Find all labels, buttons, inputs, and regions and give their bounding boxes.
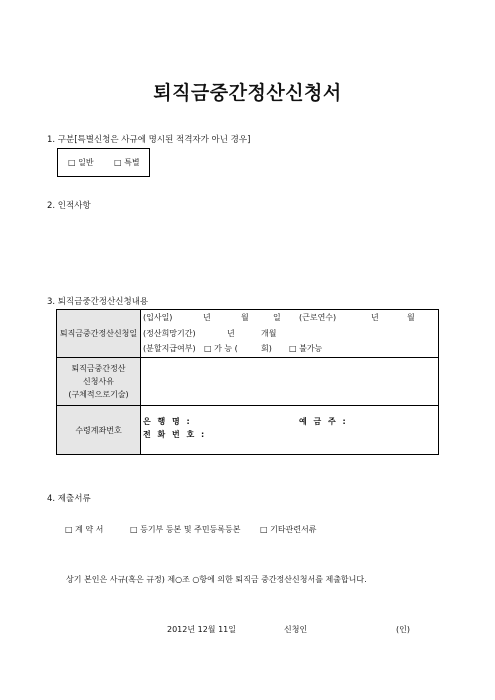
installment-possible-checkbox[interactable]: □ 가 능 ( xyxy=(204,344,238,353)
submission-date: 2012년 12월 11일 xyxy=(167,625,236,634)
service-year-unit: 년 xyxy=(371,313,379,322)
bank-name-label: 은 행 명 : xyxy=(143,417,192,426)
doc-other-checkbox[interactable]: □ 기타관련서류 xyxy=(260,525,317,534)
section-1-heading: 1. 구분[특별신청은 사규에 명시된 적격자가 아닌 경우] xyxy=(47,135,251,145)
applicant-label: 신청인 xyxy=(284,625,308,634)
seal-mark: (인) xyxy=(396,625,410,634)
classification-box xyxy=(57,148,150,177)
phone-number-label: 전 화 번 호 : xyxy=(143,429,207,439)
period-month-unit: 개월 xyxy=(261,328,277,338)
doc-registry-checkbox[interactable]: □ 등기부 등본 및 주민등록등본 xyxy=(130,525,241,534)
doc-contract-checkbox[interactable]: □ 계 약 서 xyxy=(65,525,104,534)
installment-count-unit: 회) xyxy=(261,344,272,353)
application-table xyxy=(56,309,439,455)
option-general-checkbox[interactable]: □ 일반 xyxy=(68,158,94,167)
request-date-cell[interactable] xyxy=(141,310,439,358)
period-year-unit: 년 xyxy=(227,328,235,338)
service-month-unit: 월 xyxy=(407,313,415,322)
reason-cell[interactable] xyxy=(141,358,439,406)
phone-line xyxy=(141,427,438,443)
option-special-checkbox[interactable]: □ 특별 xyxy=(114,158,140,167)
statement-text: 상기 본인은 사규(혹은 규정) 제○조 ○항에 의한 퇴직금 중간정산신청서를 제출합니다. xyxy=(66,575,367,584)
section-3-heading: 3. 퇴직금중간정산신청내용 xyxy=(47,297,149,307)
installment-line xyxy=(141,341,438,357)
hire-date-label: (입사일) xyxy=(143,313,173,322)
account-cell[interactable] xyxy=(141,406,439,455)
section-4-heading: 4. 제출서류 xyxy=(47,494,91,504)
installment-label: (분할지급여부) xyxy=(143,344,196,353)
reason-label xyxy=(57,358,141,406)
day-unit: 일 xyxy=(273,313,281,322)
year-unit: 년 xyxy=(203,313,211,322)
month-unit: 월 xyxy=(241,313,249,322)
request-date-label: 퇴직금중간정산신청일 xyxy=(57,310,141,358)
section-2-heading: 2. 인적사항 xyxy=(47,201,91,211)
settlement-period-label: (정산희망기간) xyxy=(143,328,196,338)
account-holder-label: 예 금 주 : xyxy=(299,417,348,426)
hire-date-line xyxy=(141,310,438,326)
document-title: 퇴직금중간정산신청서 xyxy=(153,82,342,104)
account-number-label: 수령계좌번호 xyxy=(57,406,141,455)
reason-label-line-3: (구체적으로기술) xyxy=(68,390,129,399)
reason-label-line-2: 신청사유 xyxy=(83,377,114,386)
years-of-service-label: (근로연수) xyxy=(299,313,337,322)
settlement-period-line xyxy=(141,326,438,342)
reason-label-line-1: 퇴직금중간정산 xyxy=(71,364,126,373)
installment-impossible-checkbox[interactable]: □ 불가능 xyxy=(289,344,323,353)
